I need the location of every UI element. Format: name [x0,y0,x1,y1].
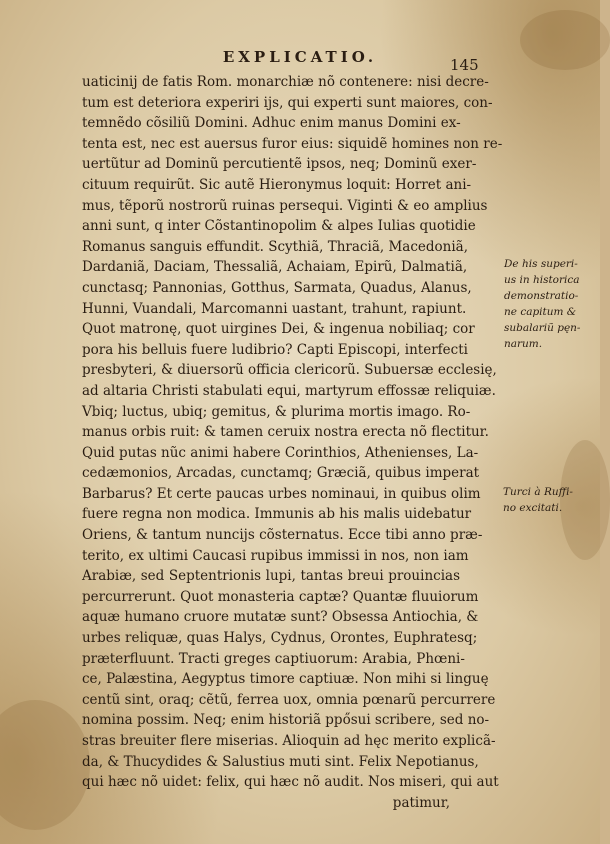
text-line: Barbarus? Et certe paucas urbes nominaui, in quibus olim [82,485,481,502]
text-line: cedæmonios, Arcadas, cunctamq; Græciã, quibus imperat [82,465,480,482]
text-line: aquæ humano cruore mutatæ sunt? Obsessa Antiochia, & [82,609,479,626]
text-line: Quot matronę, quot uirgines Dei, & ingenua nobiliaq; cor [82,321,475,338]
foxing-stain [520,10,610,70]
text-line: ad altaria Christi stabulati equi, martyrum effossæ reliquiæ. [82,382,496,399]
text-line: uertũtur ad Dominũ percutientẽ ipsos, neq; Dominũ exer- [82,156,477,173]
text-line: tum est deteriora experiri ijs, qui experti sunt maiores, con- [82,94,493,111]
margin-note-line: ne capitum & [504,306,577,318]
text-line: præterfluunt. Tracti greges captiuorum: Arabia, Phœni- [82,650,465,667]
text-line: Quid putas nũc animi habere Corinthios, Athenienses, La- [82,444,479,461]
text-line: Dardaniã, Daciam, Thessaliã, Achaiam, Epirũ, Dalmatiã, [82,259,468,276]
text-line: Oriens, & tantum nuncijs cõsternatus. Ecce tibi anno præ- [82,527,483,544]
margin-note [504,256,596,352]
text-line: percurrerunt. Quot monasteria captæ? Quantæ fluuiorum [82,588,479,605]
text-line: mus, tẽporũ nostrorũ ruinas persequi. Viginti & eo amplius [82,197,488,214]
text-line: manus orbis ruit: & tamen ceruix nostra erecta nõ flectitur. [82,424,489,441]
text-line: Romanus sanguis effundit. Scythiã, Thraciã, Macedoniã, [82,238,468,255]
text-line: centũ sint, oraq; cẽtũ, ferrea uox, omnia pœnarũ percurrere [82,691,496,708]
main-text-column [82,72,503,813]
text-line: temnẽdo cõsiliũ Domini. Adhuc enim manus Domini ex- [82,115,461,132]
margin-note-line: Turci à Ruffi- [503,486,573,498]
text-line: urbes reliquæ, quas Halys, Cydnus, Orontes, Euphratesq; [82,630,478,647]
margin-note-line: us in historica [504,274,580,286]
margin-note-line: demonstratio- [504,290,579,302]
text-line: stras breuiter flere miserias. Alioquin ad hęc merito explicã- [82,733,496,749]
margin-note-line: no excitati. [503,502,563,514]
margin-note-line: subalariũ pęn- [504,322,581,334]
margin-note-line: De his superi- [504,258,578,270]
text-line: nomina possim. Neq; enim historiã ppősui scribere, sed no- [82,712,490,729]
text-line: anni sunt, q inter Cõstantinopolim & alpes Iulias quotidie [82,218,476,235]
text-line: qui hæc nõ uidet: felix, qui hæc nõ audit. Nos miseri, qui aut [82,774,499,791]
catchword: patimur, [392,794,450,811]
text-line: fuere regna non modica. Immunis ab his malis uidebatur [82,506,472,523]
text-line: uaticinij de fatis Rom. monarchiæ nõ contenere: nisi decre- [82,74,489,90]
text-line: cunctasq; Pannonias, Gotthus, Sarmata, Quadus, Alanus, [82,279,472,296]
text-line: presbyteri, & diuersorũ officia clericorũ. Subuersæ ecclesię, [82,362,497,379]
text-line: ce, Palæstina, Aegyptus timore captiuæ. Non mihi si linguę [82,671,489,688]
running-title: EXPLICATIO. [222,48,378,66]
text-line: Arabiæ, sed Septentrionis lupi, tantas breui prouincias [82,568,460,585]
text-line: terito, ex ultimi Caucasi rupibus immissi in nos, non iam [82,547,469,564]
text-line: Hunni, Vuandali, Marcomanni uastant, trahunt, rapiunt. [82,300,467,317]
foxing-stain [0,700,90,830]
text-line: tenta est, nec est auersus furor eius: siquidẽ homines non re- [82,135,503,152]
text-line: da, & Thucydides & Salustius muti sint. Felix Nepotianus, [82,753,479,770]
text-line: pora his belluis fuere ludibrio? Capti Episcopi, interfecti [82,341,468,358]
page-number: 145 [450,56,479,74]
text-line: Vbiq; luctus, ubiq; gemitus, & plurima mortis imago. Ro- [82,403,471,420]
margin-note [503,484,595,516]
margin-note-line: narum. [504,338,543,350]
text-line: cituum requirũt. Sic autẽ Hieronymus loquit: Horret ani- [82,176,472,193]
